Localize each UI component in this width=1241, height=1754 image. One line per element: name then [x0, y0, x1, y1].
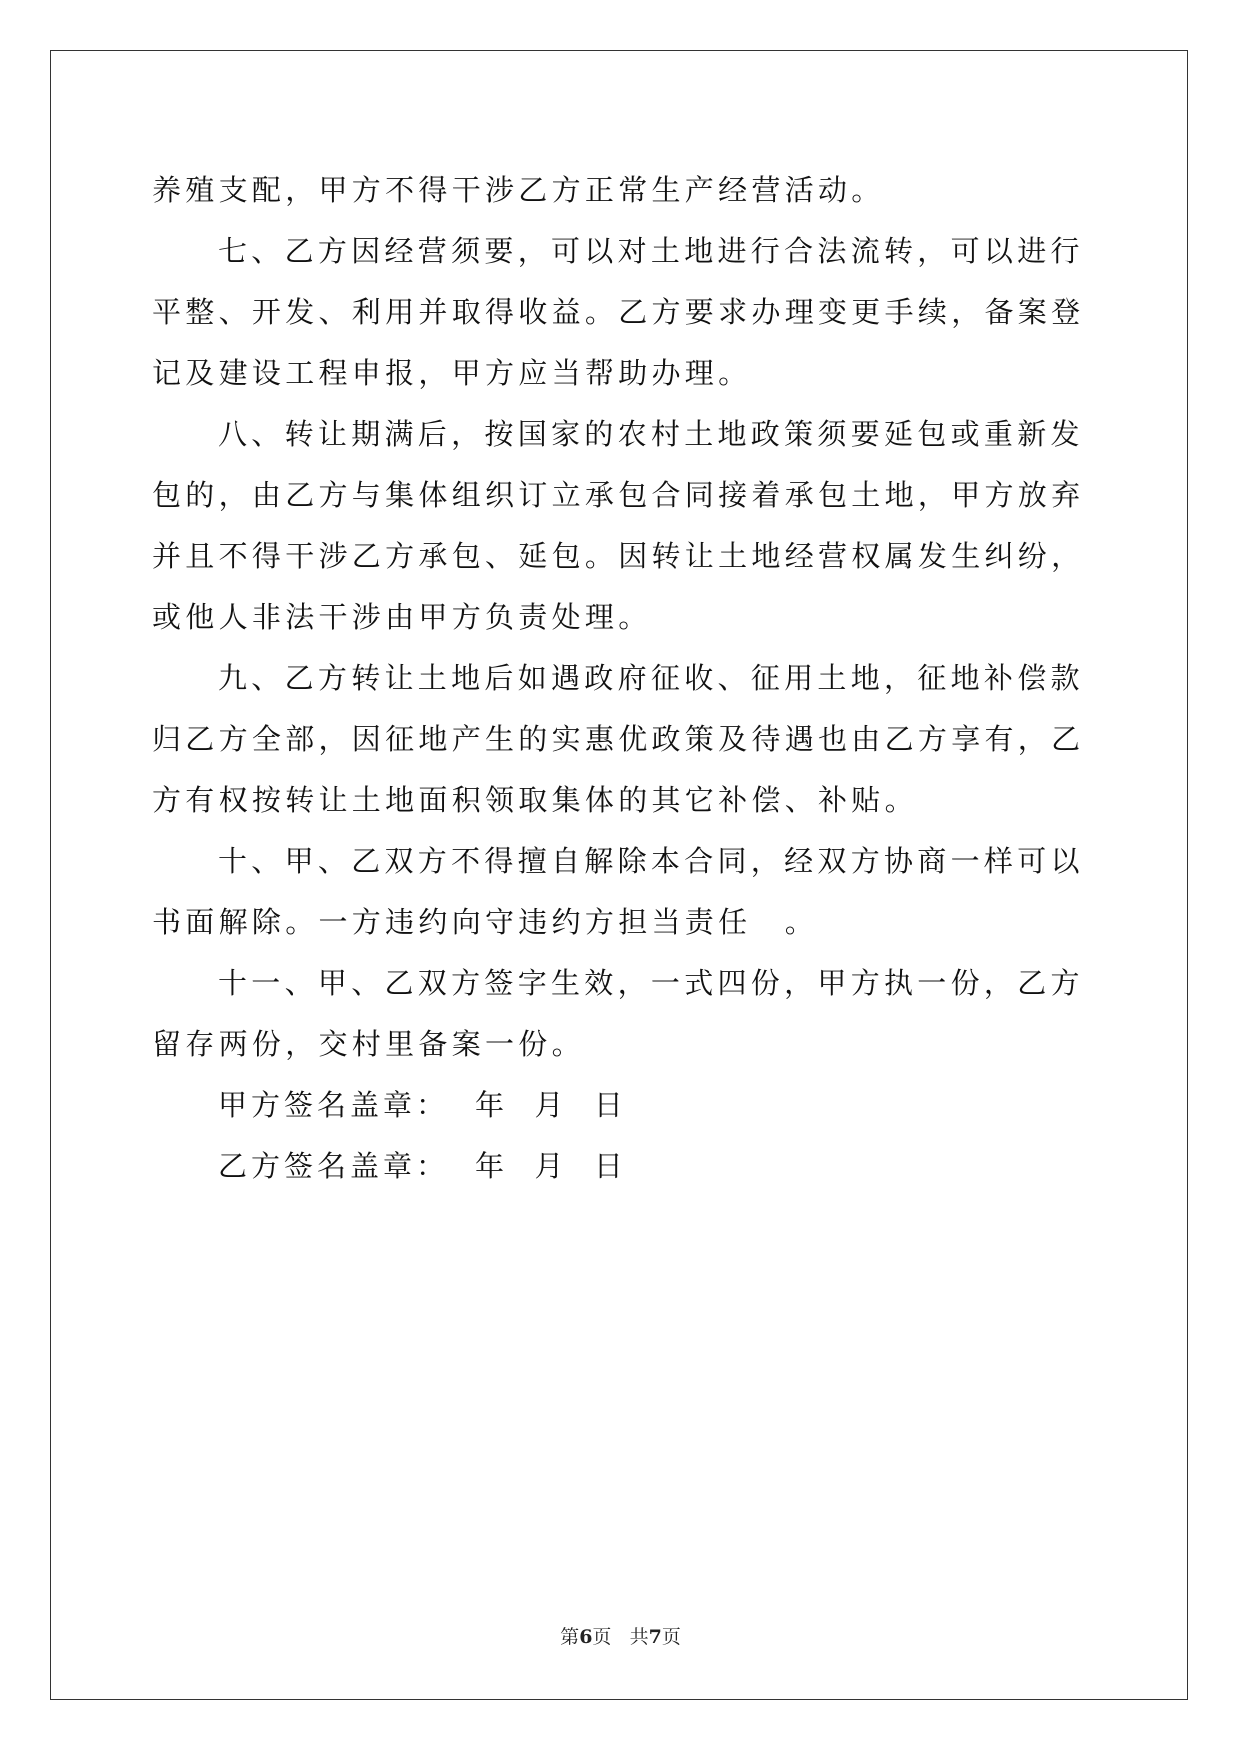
footer-page-number: 6	[579, 1626, 593, 1648]
signature-party-a	[152, 1075, 1102, 1136]
signature-party-b	[152, 1136, 1102, 1197]
footer-total-prefix: 共	[629, 1626, 649, 1648]
footer-prefix: 第	[560, 1626, 580, 1648]
clause-9: 九、乙方转让土地后如遇政府征收、征用土地，征地补偿款归乙方全部，因征地产生的实惠优政策及待遇也由乙方享有，乙方有权按转让土地面积领取集体的其它补偿、补贴。	[152, 661, 1085, 817]
page-footer	[0, 1622, 1241, 1649]
footer-page-suffix: 页	[592, 1626, 612, 1648]
signature-label-b: 乙方签名盖章：	[218, 1149, 450, 1183]
signature-date-a: 年 月 日	[475, 1088, 627, 1122]
clause-7: 七、乙方因经营须要，可以对土地进行合法流转，可以进行平整、开发、利用并取得收益。乙方要求办理变更手续，备案登记及建设工程申报，甲方应当帮助办理。	[152, 234, 1085, 390]
document-body	[152, 160, 1102, 1197]
signature-label-a: 甲方签名盖章：	[218, 1088, 450, 1122]
signature-date-b: 年 月 日	[475, 1149, 627, 1183]
footer-total-pages: 7	[648, 1626, 662, 1648]
clause-11: 十一、甲、乙双方签字生效，一式四份，甲方执一份，乙方留存两份，交村里备案一份。	[152, 966, 1084, 1061]
clause-8: 八、转让期满后，按国家的农村土地政策须要延包或重新发包的，由乙方与集体组织订立承包合同接着承包土地，甲方放弃并且不得干涉乙方承包、延包。因转让土地经营权属发生纠纷，或他人非法干涉由甲方负责处理。	[152, 417, 1085, 634]
paragraph-continuation: 养殖支配，甲方不得干涉乙方正常生产经营活动。	[152, 173, 885, 207]
footer-total-suffix: 页	[661, 1626, 681, 1648]
clause-10: 十、甲、乙双方不得擅自解除本合同，经双方协商一样可以书面解除。一方违约向守违约方担当责任 。	[152, 844, 1084, 939]
